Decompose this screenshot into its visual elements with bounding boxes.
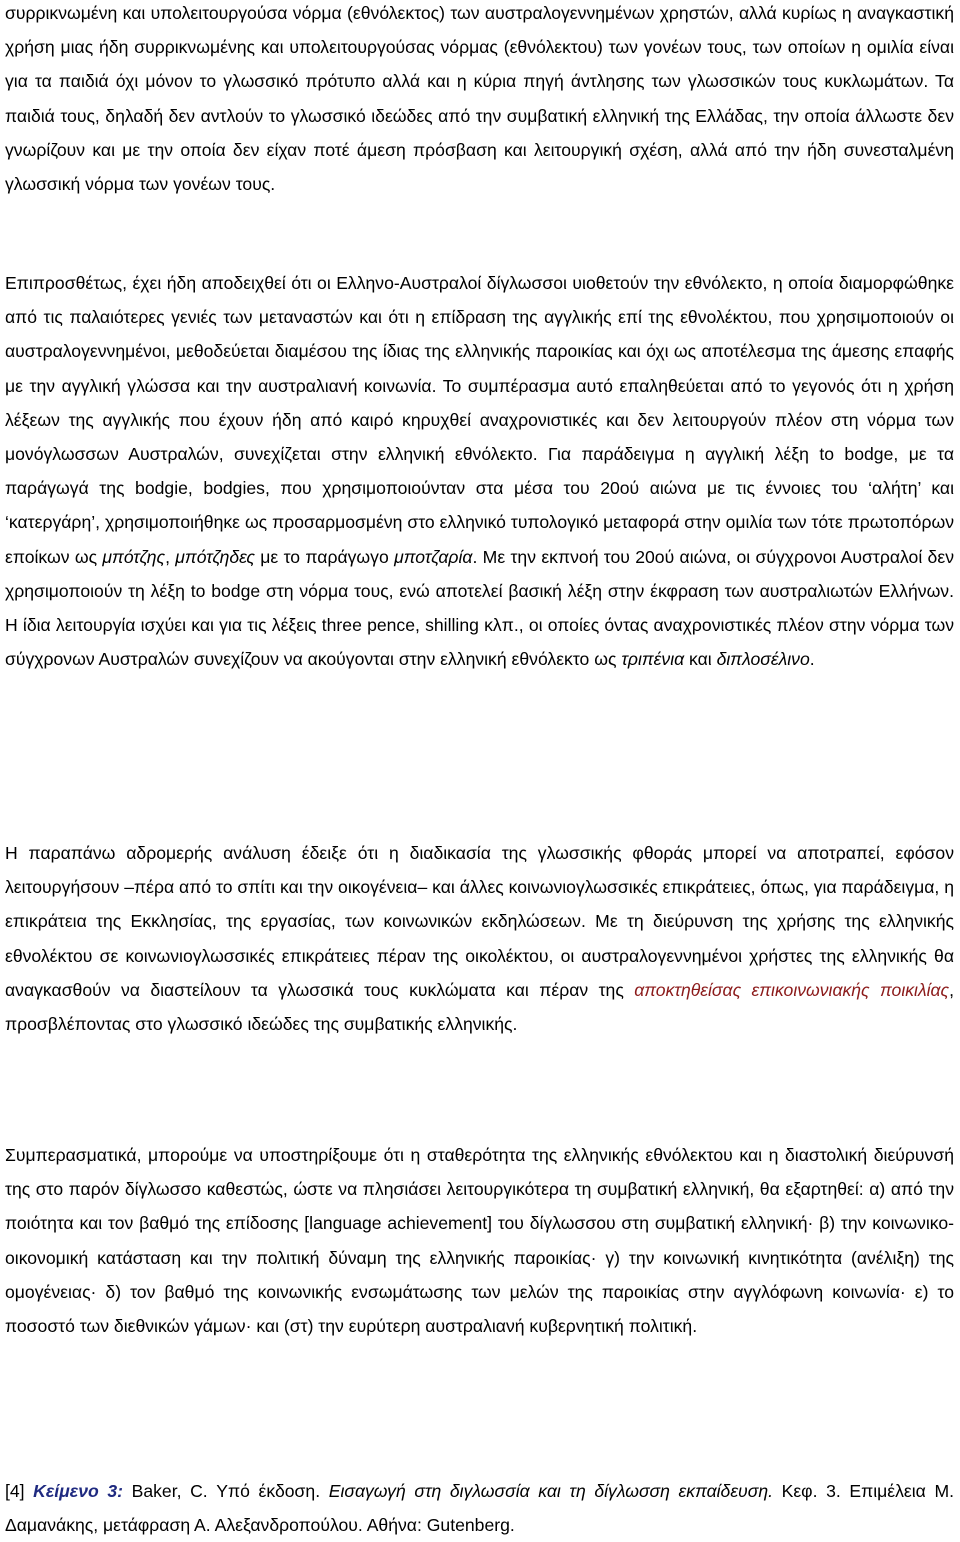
italic-term-botzides: μπότζηδες — [175, 546, 255, 567]
reference-number: [4] — [5, 1481, 34, 1501]
paragraph-3 — [5, 836, 954, 1041]
paragraph-2-text-c: . Με την εκπνοή του 20ού αιώνα, οι σύγχρονοι Αυστραλοί δεν χρησιμοποιούν τη λέξη to bodge στη νόρμα τους, ενώ αποτελεί βασική λέξη στην έκφραση των αυστραλιωτών Ελλήνων. Η ίδια λειτουργία ισχύει και για τις λέξεις three pence, shilling κλπ., οι οποίες όντας αναχρονιστικές πλέον στην νόρμα των σύγχρονων Αυστραλών συνεχίζουν να ακούγονται στην ελληνική εθνόλεκτο ως — [5, 546, 954, 670]
paragraph-2-text-a: Επιπροσθέτως, έχει ήδη αποδειχθεί ότι οι Ελληνο-Αυστραλοί δίγλωσσοι υιοθετούν την εθνόλεκτο, η οποία διαμορφώθηκε από τις παλαιότερες γενιές των μεταναστών και ότι η επίδραση της αγγλικής επί της εθνολέκτου, που χρησιμοποιούν οι αυστραλογεννημένοι, μεθοδεύεται διαμέσου της ίδιας της ελληνικής παροικίας και όχι ως αποτέλεσμα της άμεσης επαφής με την αγγλική γλώσσα και την αυστραλιανή κοινωνία. Το συμπέρασμα αυτό επαληθεύεται από το γεγονός ότι η χρήση λέξεων της αγγλικής που έχουν ήδη από καιρό κηρυχθεί αναχρονιστικές και δεν λειτουργούν πλέον στη νόρμα των μονόγλωσσων Αυστραλών, συνεχίζεται στην ελληνική εθνόλεκτο. Για παράδειγμα η αγγλική λέξη to bodge, με τα παράγωγά της bodgie, bodgies, που χρησιμοποιούνταν στα μέσα του 20ού αιώνα με τις έννοιες του ‘αλήτη’ και ‘κατεργάρη’, χρησιμοποιήθηκε ως προσαρμοσμένη στο ελληνικό τυπολογικό μεταφορά στην ομιλία των τότε πρωτοπόρων εποίκων ως — [5, 273, 954, 567]
italic-term-botzis: μπότζης — [102, 546, 166, 567]
paragraph-2-text-e: . — [809, 649, 815, 670]
paragraph-2 — [5, 266, 954, 676]
paragraph-3-text-b: , προσβλέποντας στο γλωσσικό ιδεώδες της συμβατικής ελληνικής. — [5, 979, 954, 1035]
paragraph-4 — [5, 1138, 954, 1343]
paragraph-2-sep: , — [165, 546, 176, 567]
paragraph-4-text: Συμπερασματικά, μπορούμε να υποστηρίξουμε ότι η σταθερότητα της ελληνικής εθνόλεκτου και η διαστολική διεύρυνσή της στο παρόν δίγλωσσο καθεστώς, ώστε να πλησιάσει λειτουργικότερα τη συμβατική ελληνική, θα εξαρτηθεί: α) από την ποιότητα και τον βαθμό της επίδοσης [language achievement] του δίγλωσσου στη συμβατική ελληνική· β) την κοινωνικο-οικονομική κατάσταση και την πολιτική δύναμη της ελληνικής παροικίας· γ) την κοινωνική κινητικότητα (ανέλιξη) της ομογένειας· δ) τον βαθμό της κοινωνικής ενσωμάτωσης των μελών της παροικίας στην αγγλόφωνη κοινωνία· ε) το ποσοστό των διεθνικών γάμων· και (στ) την ευρύτερη αυστραλιανή κυβερνητική πολιτική. — [5, 1145, 954, 1337]
paragraph-2-text-d: και — [684, 649, 717, 670]
paragraph-3-text-a: Η παραπάνω αδρομερής ανάλυση έδειξε ότι η διαδικασία της γλωσσικής φθοράς μπορεί να αποτραπεί, εφόσον λειτουργήσουν –πέρα από το σπίτι και την οικογένεια– και άλλες κοινωνιογλωσσικές επικράτειες, όπως, για παράδειγμα, η επικράτεια της Εκκλησίας, της εργασίας, των κοινωνικών εκδηλώσεων. Με τη διεύρυνση της χρήσης της ελληνικής εθνολέκτου σε κοινωνιογλωσσικές επικράτειες πέραν της οικολέκτου, οι αυστραλογεννημένοι χρήστες της ελληνικής θα αναγκασθούν να διαστείλουν τα γλωσσικά τους κυκλώματα και πέραν της — [5, 843, 954, 1000]
italic-term-tripenia: τριπένια — [621, 649, 685, 670]
paragraph-1-text: συρρικνωμένη και υπολειτουργούσα νόρμα (εθνόλεκτος) των αυστραλογεννημένων χρηστών, αλλά κυρίως η αναγκαστική χρήση μιας ήδη συρρικνωμένης και υπολειτουργούσας νόρμας (εθνόλεκτου) των γονέων τους, των οποίων η ομιλία είναι για τα παιδιά όχι μόνον το γλωσσικό πρότυπο αλλά και η κύρια πηγή άντλησης των γλωσσικών τους κυκλωμάτων. Τα παιδιά τους, δηλαδή δεν αντλούν το γλωσσικό ιδεώδες από την συμβατική ελληνική της Ελλάδας, την οποία άλλωστε δεν γνωρίζουν και με την οποία δεν είχαν ποτέ άμεση πρόσβαση και λειτουργική σχέση, αλλά από την ήδη συνεσταλμένη γλωσσική νόρμα των γονέων τους. — [5, 3, 954, 195]
reference-author: Baker, C. Υπό έκδοση. — [123, 1481, 329, 1501]
highlighted-phrase: αποκτηθείσας επικοινωνιακής ποικιλίας — [634, 979, 950, 1000]
italic-term-botzaria: μποτζαρία — [394, 546, 473, 567]
reference-title: Εισαγωγή στη διγλωσσία και τη δίγλωσση εκπαίδευση. — [328, 1481, 773, 1501]
italic-term-diploselino: διπλοσέλινο — [716, 649, 810, 670]
paragraph-1 — [5, 0, 954, 201]
paragraph-2-text-b: με το παράγωγο — [254, 546, 395, 567]
reference-label: Κείμενο 3: — [33, 1481, 123, 1501]
reference-details: Κεφ. 3. Επιμέλεια Μ. Δαμανάκης, μετάφραση Α. Αλεξανδροπούλου. Αθήνα: Gutenberg. — [5, 1481, 954, 1536]
reference-note — [5, 1474, 954, 1542]
